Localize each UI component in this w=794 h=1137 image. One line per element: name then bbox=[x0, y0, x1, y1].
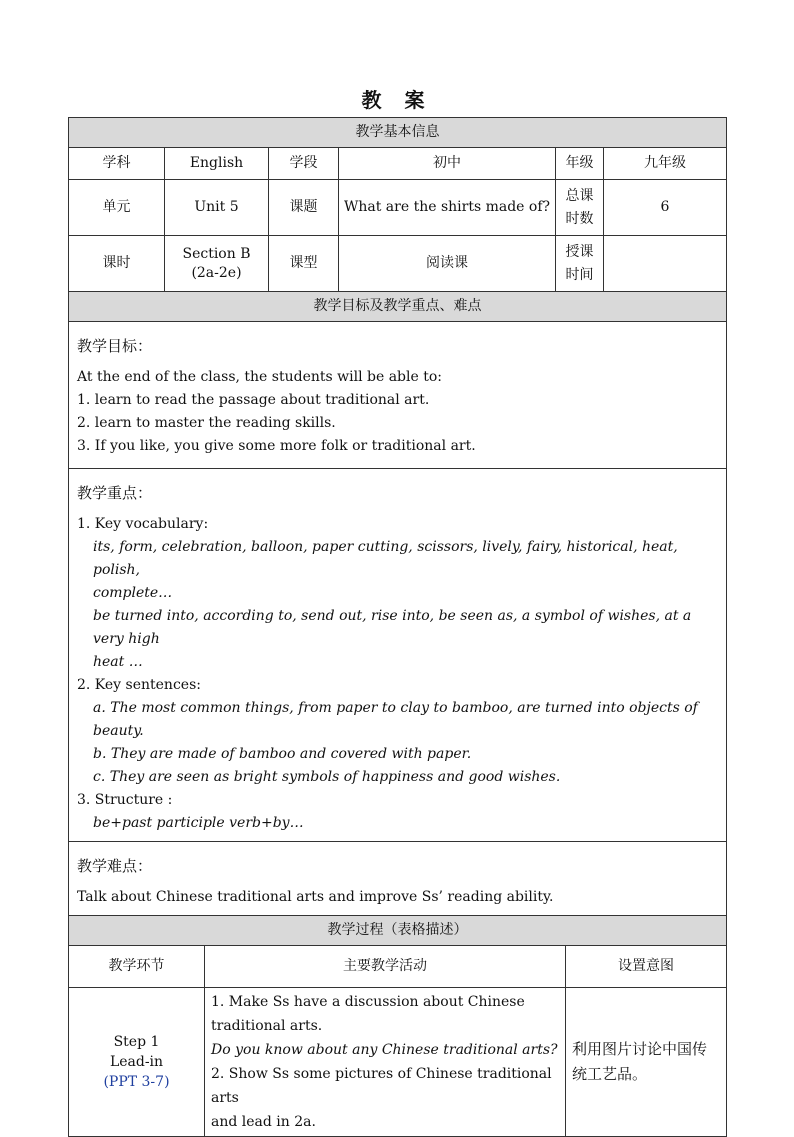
objective-line: 1. learn to read the passage about traditional art. bbox=[77, 392, 430, 408]
unit-label: 单元 bbox=[69, 180, 165, 236]
objective-line: 3. If you like, you give some more folk or traditional art. bbox=[77, 438, 476, 454]
goals-heading: 教学目标及教学重点、难点 bbox=[69, 292, 727, 322]
difficult-points-section bbox=[69, 842, 727, 916]
step-name: Step 1 bbox=[113, 1034, 160, 1050]
objectives-section bbox=[69, 322, 727, 469]
activity-line: traditional arts. bbox=[211, 1018, 323, 1034]
step-ppt-ref: (PPT 3-7) bbox=[103, 1074, 170, 1090]
stage-label: 学段 bbox=[269, 148, 339, 180]
step-column-header: 教学环节 bbox=[69, 946, 205, 988]
unit-value: Unit 5 bbox=[165, 180, 269, 236]
key-points-title: 教学重点： bbox=[77, 484, 153, 502]
period-value bbox=[165, 236, 269, 292]
activity-line: 1. Make Ss have a discussion about Chinese bbox=[211, 994, 525, 1010]
class-time-label bbox=[556, 236, 604, 292]
type-value: 阅读课 bbox=[339, 236, 556, 292]
document-title: 教 案 bbox=[361, 88, 433, 112]
class-time-label-line2: 时间 bbox=[565, 266, 594, 283]
activity-question: Do you know about any Chinese traditional arts? bbox=[211, 1042, 558, 1058]
structure-label: 3. Structure : bbox=[77, 792, 173, 808]
activity-cell bbox=[205, 988, 566, 1137]
activity-column-header: 主要教学活动 bbox=[205, 946, 566, 988]
subject-label: 学科 bbox=[69, 148, 165, 180]
step-phase: Lead-in bbox=[109, 1054, 164, 1070]
key-sentences-label: 2. Key sentences: bbox=[77, 677, 201, 693]
key-points-section bbox=[69, 469, 727, 842]
topic-value: What are the shirts made of? bbox=[339, 180, 556, 236]
purpose-line: 利用图片讨论中国传 bbox=[572, 1040, 708, 1058]
lesson-plan-table bbox=[68, 117, 727, 1137]
topic-label: 课题 bbox=[269, 180, 339, 236]
period-label: 课时 bbox=[69, 236, 165, 292]
key-sentence: a. The most common things, from paper to clay to bamboo, are turned into objects of beauty. bbox=[93, 700, 698, 739]
difficult-points-title: 教学难点： bbox=[77, 857, 153, 875]
key-sentence: b. They are made of bamboo and covered with paper. bbox=[93, 746, 472, 762]
grade-label: 年级 bbox=[556, 148, 604, 180]
grade-value: 九年级 bbox=[604, 148, 727, 180]
period-value-line2: (2a-2e) bbox=[191, 264, 242, 281]
objectives-title: 教学目标： bbox=[77, 337, 153, 355]
key-vocab-line: heat … bbox=[93, 654, 143, 670]
class-time-label-line1: 授课 bbox=[565, 243, 594, 260]
period-value-line1: Section B bbox=[182, 245, 251, 262]
objective-line: At the end of the class, the students will be able to: bbox=[77, 369, 442, 385]
key-vocab-line: complete… bbox=[93, 585, 173, 601]
difficult-points-text: Talk about Chinese traditional arts and improve Ss’ reading ability. bbox=[77, 889, 554, 905]
objective-line: 2. learn to master the reading skills. bbox=[77, 415, 336, 431]
step-cell bbox=[69, 988, 205, 1137]
total-hours-label-line2: 时数 bbox=[565, 210, 594, 227]
activity-line: 2. Show Ss some pictures of Chinese traditional arts bbox=[211, 1066, 552, 1106]
total-hours-value: 6 bbox=[604, 180, 727, 236]
purpose-cell bbox=[566, 988, 727, 1137]
class-time-value bbox=[604, 236, 727, 292]
type-label: 课型 bbox=[269, 236, 339, 292]
key-sentence: c. They are seen as bright symbols of happiness and good wishes. bbox=[93, 769, 561, 785]
basic-info-heading: 教学基本信息 bbox=[69, 118, 727, 148]
key-vocab-line: its, form, celebration, balloon, paper cutting, scissors, lively, fairy, historical, heat, polish, bbox=[93, 539, 678, 578]
total-hours-label bbox=[556, 180, 604, 236]
total-hours-label-line1: 总课 bbox=[565, 187, 594, 204]
activity-line: and lead in 2a. bbox=[211, 1114, 316, 1130]
stage-value: 初中 bbox=[339, 148, 556, 180]
purpose-line: 统工艺品。 bbox=[572, 1065, 648, 1083]
key-vocab-label: 1. Key vocabulary: bbox=[77, 516, 209, 532]
key-vocab-line: be turned into, according to, send out, rise into, be seen as, a symbol of wishes, at a very high bbox=[93, 608, 692, 647]
purpose-column-header: 设置意图 bbox=[566, 946, 727, 988]
subject-value: English bbox=[165, 148, 269, 180]
structure-text: be+past participle verb+by… bbox=[93, 815, 304, 831]
process-heading: 教学过程（表格描述） bbox=[69, 916, 727, 946]
